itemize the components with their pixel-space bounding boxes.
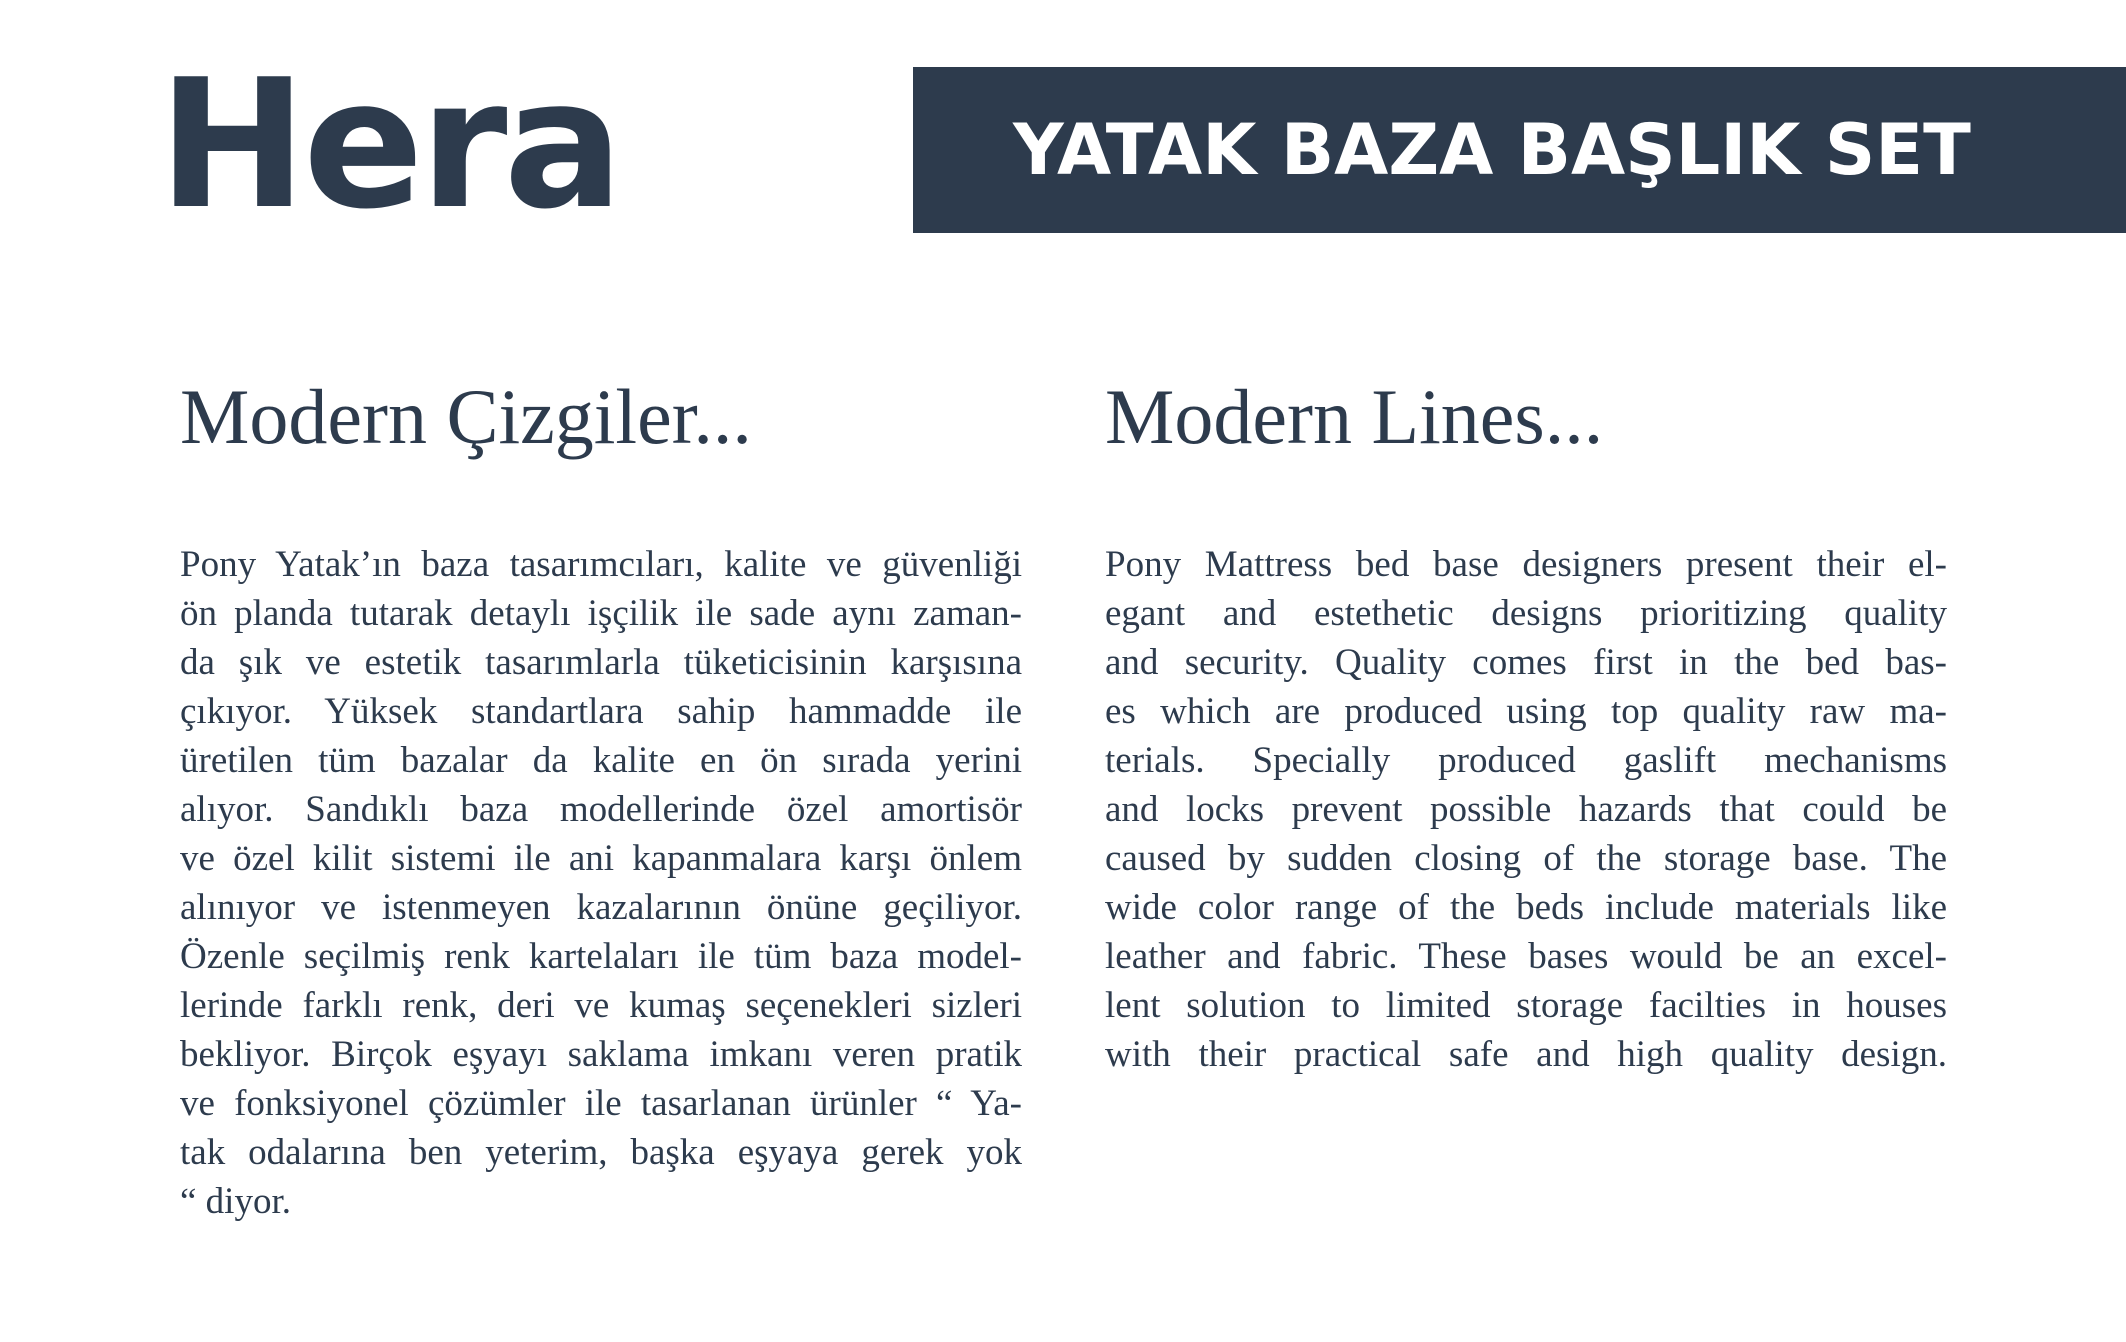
english-body bbox=[1105, 540, 1947, 1079]
body-line: “ diyor. bbox=[180, 1181, 291, 1222]
body-line: tak odalarına ben yeterim, başka eşyaya gerek yok bbox=[180, 1132, 1022, 1173]
body-line: lerinde farklı renk, deri ve kumaş seçenekleri sizleri bbox=[180, 985, 1022, 1026]
body-line: and security. Quality comes first in the bed bas- bbox=[1105, 642, 1947, 683]
body-line: terials. Specially produced gaslift mechanisms bbox=[1105, 740, 1947, 781]
english-heading: Modern Lines... bbox=[1105, 373, 1604, 460]
body-line: ön planda tutarak detaylı işçilik ile sade aynı zaman- bbox=[180, 593, 1022, 634]
body-line: ve özel kilit sistemi ile ani kapanmalara karşı önlem bbox=[180, 838, 1022, 879]
header-banner-text: YATAK BAZA BAŞLIK SET bbox=[1013, 109, 1971, 191]
body-line: Pony Yatak’ın baza tasarımcıları, kalite ve güvenliği bbox=[180, 544, 1022, 585]
body-line: egant and estethetic designs prioritizing quality bbox=[1105, 593, 1947, 634]
body-line: alıyor. Sandıklı baza modellerinde özel amortisör bbox=[180, 789, 1022, 830]
body-line: Özenle seçilmiş renk kartelaları ile tüm baza model- bbox=[180, 936, 1022, 977]
body-line: leather and fabric. These bases would be an excel- bbox=[1105, 936, 1947, 977]
body-line: wide color range of the beds include materials like bbox=[1105, 887, 1947, 928]
turkish-heading: Modern Çizgiler... bbox=[180, 373, 752, 460]
body-line: lent solution to limited storage facilties in houses bbox=[1105, 985, 1947, 1026]
body-line: da şık ve estetik tasarımlarla tüketicisinin karşısına bbox=[180, 642, 1022, 683]
brand-title: Hera bbox=[158, 41, 620, 248]
body-line: çıkıyor. Yüksek standartlara sahip hammadde ile bbox=[180, 691, 1022, 732]
english-column bbox=[1105, 373, 1947, 1075]
body-line: ve fonksiyonel çözümler ile tasarlanan ürünler “ Ya- bbox=[180, 1083, 1022, 1124]
body-line: with their practical safe and high quality design. bbox=[1105, 1034, 1947, 1075]
body-line: üretilen tüm bazalar da kalite en ön sırada yerini bbox=[180, 740, 1022, 781]
turkish-column bbox=[180, 373, 1022, 1222]
body-line: Pony Mattress bed base designers present their el- bbox=[1105, 544, 1947, 585]
body-line: bekliyor. Birçok eşyayı saklama imkanı veren pratik bbox=[180, 1034, 1022, 1075]
body-line: es which are produced using top quality raw ma- bbox=[1105, 691, 1947, 732]
body-line: and locks prevent possible hazards that could be bbox=[1105, 789, 1947, 830]
body-line: caused by sudden closing of the storage base. The bbox=[1105, 838, 1947, 879]
body-line: alınıyor ve istenmeyen kazalarının önüne geçiliyor. bbox=[180, 887, 1022, 928]
header-banner bbox=[913, 67, 2126, 233]
turkish-body bbox=[180, 540, 1022, 1226]
